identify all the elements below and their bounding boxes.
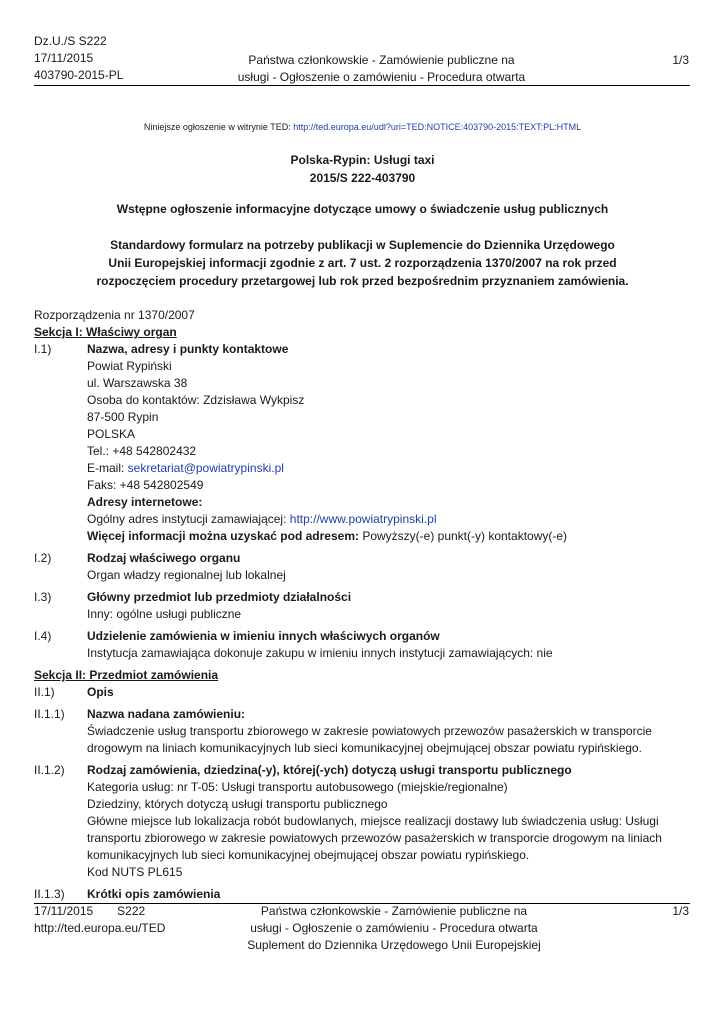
footer-title-line3: Suplement do Dziennika Urzędowego Unii Europejskiej: [247, 938, 541, 952]
section-2-heading: Sekcja II: Przedmiot zamówienia: [34, 668, 219, 682]
form-description-line3: rozpoczęciem procedury przetargowej lub rok przed bezpośrednim przyznaniem zamówienia.: [96, 274, 629, 288]
contract-name-line2: drogowym na liniach komunikacyjnych lub sieci komunikacyjnej obejmującej obszar powiatu rypińskiego.: [87, 741, 642, 755]
contract-name-line1: Świadczenie usług transportu zbiorowego w zakresie powiatowych przewozów pasażerskich w transporcie: [87, 724, 652, 738]
header-notice-id: 403790-2015-PL: [34, 68, 124, 82]
item-number: II.1): [34, 685, 55, 699]
authority-name: Powiat Rypiński: [87, 359, 172, 373]
regulation-ref: Rozporządzenia nr 1370/2007: [34, 308, 195, 322]
notice-title-line1: Polska-Rypin: Usługi taxi: [290, 153, 435, 167]
authority-fax: Faks: +48 542802549: [87, 478, 204, 492]
footer-page-number: 1/3: [672, 904, 689, 918]
footer-url: http://ted.europa.eu/TED: [34, 921, 166, 935]
item-value: Organ władzy regionalnej lub lokalnej: [87, 568, 286, 582]
item-ii11: [34, 706, 690, 757]
footer-title: [234, 903, 554, 954]
ted-notice-prefix: Niniejsze ogłoszenie w witrynie TED:: [143, 122, 294, 132]
item-label: Rodzaj zamówienia, dziedzina(-y), której(-ych) dotyczą usługi transportu publicznego: [87, 763, 572, 777]
item-label: Główny przedmiot lub przedmioty działalności: [87, 590, 352, 604]
header-page-number: 1/3: [672, 53, 689, 67]
item-i4: [34, 628, 690, 662]
ted-notice-link[interactable]: http://ted.europa.eu/udl?uri=TED:NOTICE:403790-2015:TEXT:PL:HTML: [293, 122, 582, 132]
form-description-line2: Unii Europejskiej informacji zgodnie z art. 7 ust. 2 rozporządzenia 1370/2007 na rok przed: [108, 256, 617, 270]
item-i3: [34, 589, 690, 623]
place-line3: komunikacyjnych lub sieci komunikacyjnej obejmującej obszar powiatu rypińskiego.: [87, 848, 530, 862]
header-date: 17/11/2015: [34, 51, 94, 65]
item-label: Rodzaj właściwego organu: [87, 551, 241, 565]
email-label: E-mail:: [87, 461, 128, 475]
more-info-value: Powyższy(-e) punkt(-y) kontaktowy(-e): [358, 529, 568, 543]
item-label: Nazwa nadana zamówieniu:: [87, 707, 246, 721]
footer-title-line2: usługi - Ogłoszenie o zamówieniu - Procedura otwarta: [250, 921, 538, 935]
footer-date-series: [34, 903, 165, 920]
web-address-label: Ogólny adres instytucji zamawiającej:: [87, 512, 290, 526]
item-number: I.2): [34, 551, 52, 565]
footer-date: 17/11/2015: [34, 904, 94, 918]
authority-email-row: [87, 460, 690, 477]
email-link[interactable]: sekretariat@powiatrypinski.pl: [127, 461, 284, 475]
item-number: II.1.3): [34, 887, 65, 901]
more-info-row: [87, 528, 690, 545]
ted-notice-line: [0, 122, 725, 132]
footer-title-line1: Państwa członkowskie - Zamówienie publiczne na: [260, 904, 528, 918]
item-label: Opis: [87, 685, 114, 699]
service-category: Kategoria usług: nr T-05: Usługi transportu autobusowego (miejskie/regionalne): [87, 780, 508, 794]
header-divider: [34, 85, 690, 86]
item-value: Instytucja zamawiająca dokonuje zakupu w imieniu innych instytucji zamawiających: nie: [87, 646, 553, 660]
item-ii1: [34, 684, 690, 701]
section-1-heading: Sekcja I: Właściwy organ: [34, 325, 177, 339]
footer-series: S222: [117, 904, 146, 918]
form-description: [40, 236, 685, 290]
authority-country: POLSKA: [87, 427, 136, 441]
item-value: Inny: ogólne usługi publiczne: [87, 607, 242, 621]
item-number: II.1.2): [34, 763, 65, 777]
authority-street: ul. Warszawska 38: [87, 376, 188, 390]
notice-title-line2: 2015/S 222-403790: [309, 171, 416, 185]
header-left: [34, 33, 204, 84]
item-number: II.1.1): [34, 707, 65, 721]
item-ii12: [34, 762, 690, 881]
header-title-line2: usługi - Ogłoszenie o zamówieniu - Procedura otwarta: [237, 70, 526, 84]
item-number: I.1): [34, 342, 52, 356]
authority-city: 87-500 Rypin: [87, 410, 159, 424]
web-addresses-label: Adresy internetowe:: [87, 495, 203, 509]
header-ref: Dz.U./S S222: [34, 34, 107, 48]
notice-title: [40, 151, 685, 187]
web-address-row: [87, 511, 690, 528]
web-address-link[interactable]: http://www.powiatrypinski.pl: [289, 512, 437, 526]
place-line2: transportu zbiorowego w zakresie powiatowych przewozów pasażerskich w transporcie drogowym na liniach: [87, 831, 662, 845]
item-number: I.4): [34, 629, 52, 643]
nuts-code: Kod NUTS PL615: [87, 865, 183, 879]
document-body: [34, 307, 690, 903]
place-line1: Główne miejsce lub lokalizacja robót budowlanych, miejsce realizacji dostawy lub świadczenia usług: Usługi: [87, 814, 659, 828]
item-ii13: [34, 886, 690, 903]
form-description-line1: Standardowy formularz na potrzeby publikacji w Suplemencie do Dziennika Urzędowego: [110, 238, 615, 252]
item-label: Nazwa, adresy i punkty kontaktowe: [87, 342, 289, 356]
item-number: I.3): [34, 590, 52, 604]
item-i1: [34, 341, 690, 545]
service-domains: Dziedziny, których dotyczą usługi transportu publicznego: [87, 797, 388, 811]
header-title: [234, 52, 529, 86]
authority-contact: Osoba do kontaktów: Zdzisława Wykpisz: [87, 393, 305, 407]
more-info-label: Więcej informacji można uzyskać pod adresem:: [87, 529, 359, 543]
footer-left: [34, 903, 165, 937]
authority-tel: Tel.: +48 542802432: [87, 444, 197, 458]
item-i2: [34, 550, 690, 584]
header-title-line1: Państwa członkowskie - Zamówienie publiczne na: [248, 53, 515, 67]
item-label: Udzielenie zamówienia w imieniu innych właściwych organów: [87, 629, 440, 643]
notice-subtitle: Wstępne ogłoszenie informacyjne dotyczące umowy o świadczenie usług publicznych: [116, 202, 609, 216]
item-label: Krótki opis zamówienia: [87, 887, 221, 901]
